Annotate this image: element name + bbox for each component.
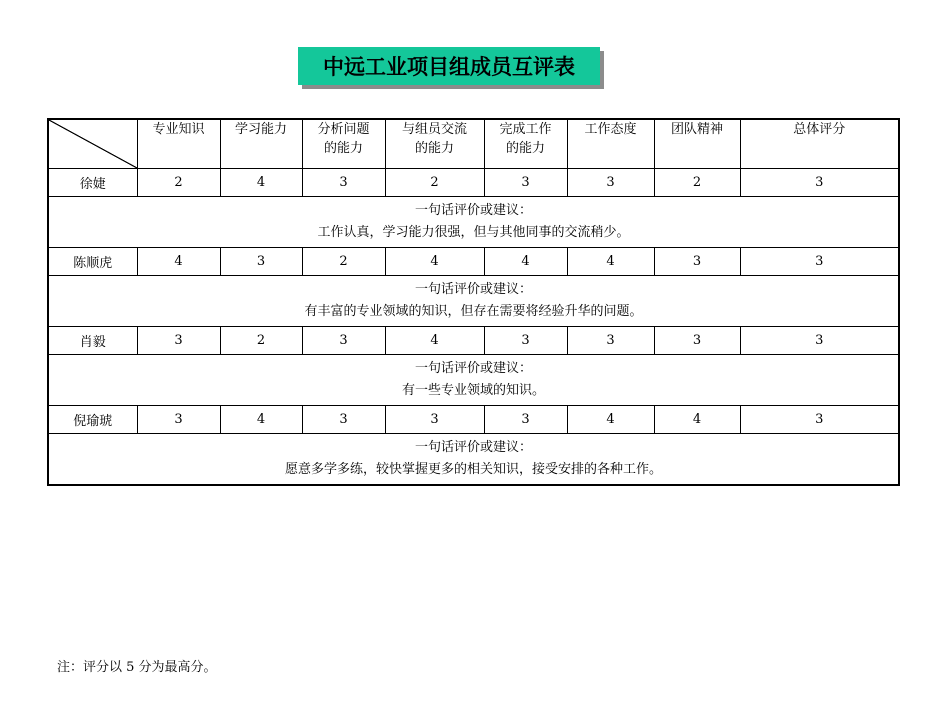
score-row: [48, 327, 899, 355]
column-header-line: 专业知识: [152, 122, 205, 137]
score-cell: 4: [385, 248, 484, 276]
column-header-line: 的能力: [323, 141, 363, 156]
column-header-line: 与组员交流: [401, 122, 467, 137]
score-cell: 4: [484, 248, 567, 276]
column-header: [302, 119, 385, 169]
score-cell: 4: [137, 248, 220, 276]
comment-row: [48, 434, 899, 486]
score-cell: 3: [740, 169, 899, 197]
member-name: 徐婕: [48, 169, 137, 197]
member-name: 肖毅: [48, 327, 137, 355]
comment-row: [48, 355, 899, 406]
score-cell: 3: [740, 406, 899, 434]
column-header: [220, 119, 302, 169]
score-cell: 3: [484, 406, 567, 434]
comment-cell: [48, 197, 899, 248]
score-cell: 3: [137, 327, 220, 355]
comment-label: 一句话评价或建议：: [414, 282, 532, 297]
score-cell: 3: [654, 248, 740, 276]
column-header: [567, 119, 654, 169]
score-cell: 4: [220, 169, 302, 197]
score-cell: 3: [484, 169, 567, 197]
score-cell: 3: [137, 406, 220, 434]
score-cell: 4: [220, 406, 302, 434]
comment-text: 工作认真，学习能力很强，但与其他同事的交流稍少。: [317, 225, 630, 240]
member-name: 陈顺虎: [48, 248, 137, 276]
column-header: [654, 119, 740, 169]
column-header-line: 的能力: [505, 141, 545, 156]
score-cell: 3: [654, 327, 740, 355]
comment-row: [48, 197, 899, 248]
score-cell: 4: [567, 406, 654, 434]
column-header-line: 学习能力: [234, 122, 287, 137]
comment-label: 一句话评价或建议：: [414, 203, 532, 218]
score-cell: 2: [137, 169, 220, 197]
score-cell: 2: [385, 169, 484, 197]
score-cell: 3: [740, 248, 899, 276]
comment-row: [48, 276, 899, 327]
score-row: [48, 169, 899, 197]
column-header: [484, 119, 567, 169]
column-header-line: 的能力: [414, 141, 454, 156]
column-header: [137, 119, 220, 169]
comment-cell: [48, 355, 899, 406]
score-cell: 3: [302, 169, 385, 197]
column-header: [385, 119, 484, 169]
score-cell: 3: [302, 327, 385, 355]
column-header-line: 团队精神: [670, 122, 723, 137]
comment-text: 愿意多学多练，较快掌握更多的相关知识，接受安排的各种工作。: [284, 462, 662, 477]
comment-cell: [48, 276, 899, 327]
comment-text: 有丰富的专业领域的知识，但存在需要将经验升华的问题。: [304, 304, 643, 319]
diagonal-corner-cell: [48, 119, 137, 169]
score-cell: 2: [302, 248, 385, 276]
score-cell: 2: [654, 169, 740, 197]
peer-review-table: [47, 118, 900, 486]
column-header-line: 分析问题: [317, 122, 370, 137]
comment-label: 一句话评价或建议：: [414, 361, 532, 376]
score-cell: 3: [740, 327, 899, 355]
score-cell: 4: [385, 327, 484, 355]
score-cell: 2: [220, 327, 302, 355]
comment-cell: [48, 434, 899, 486]
score-cell: 3: [302, 406, 385, 434]
score-cell: 3: [567, 169, 654, 197]
title-banner: [298, 47, 604, 89]
column-header-line: 完成工作: [499, 122, 552, 137]
score-cell: 3: [385, 406, 484, 434]
score-row: [48, 248, 899, 276]
score-cell: 4: [654, 406, 740, 434]
scoring-note: 注：评分以 5 分为最高分。: [57, 660, 217, 675]
score-cell: 3: [484, 327, 567, 355]
score-cell: 3: [567, 327, 654, 355]
column-header-line: 工作态度: [584, 122, 637, 137]
column-header-line: 总体评分: [793, 122, 846, 137]
header-row: [48, 119, 899, 169]
member-name: 倪瑜琥: [48, 406, 137, 434]
page-title: 中远工业项目组成员互评表: [298, 47, 600, 85]
comment-text: 有一些专业领域的知识。: [401, 383, 545, 398]
score-cell: 4: [567, 248, 654, 276]
comment-label: 一句话评价或建议：: [414, 440, 532, 455]
score-cell: 3: [220, 248, 302, 276]
column-header: [740, 119, 899, 169]
score-row: [48, 406, 899, 434]
